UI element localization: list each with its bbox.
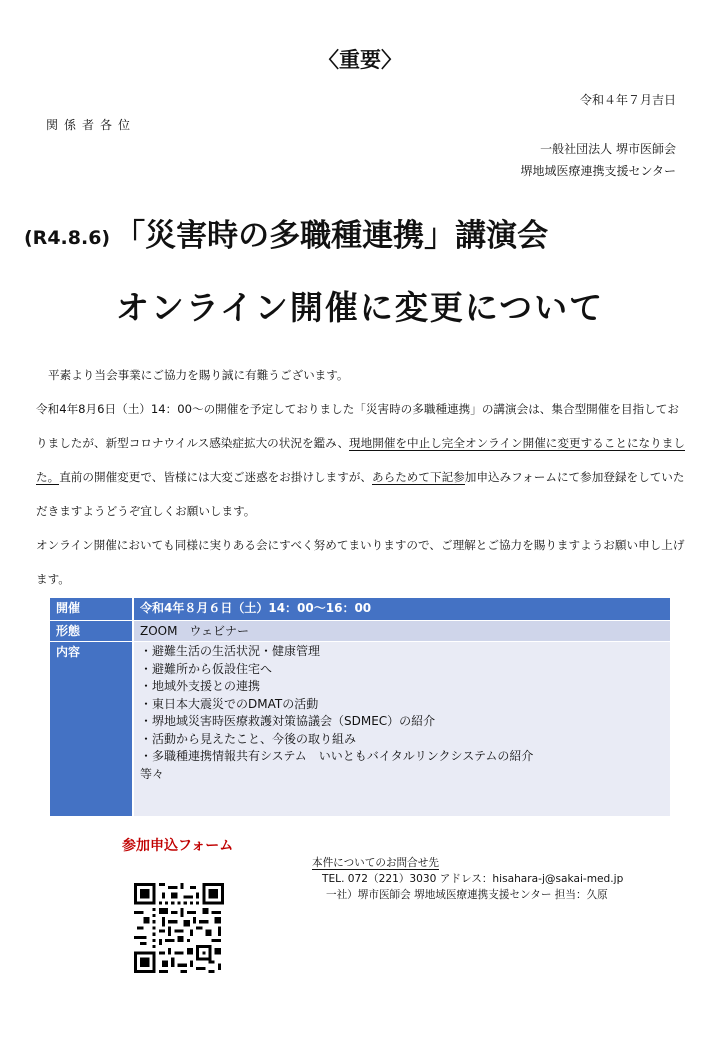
held-label: 開催 xyxy=(50,598,133,621)
p1-underline-2: あらためて下記参 xyxy=(372,470,465,484)
important-heading: 〈重要〉 xyxy=(318,48,402,72)
format-value: ZOOM ウェビナー xyxy=(133,621,670,642)
p1-part2: 直前の開催変更で、皆様には大変ご迷惑をお掛けしますが、 xyxy=(59,470,373,484)
sender-org: 一般社団法人 堺市医師会 xyxy=(540,142,676,156)
body-text xyxy=(36,358,686,596)
content-item: ・地域外支援との連携 xyxy=(140,679,261,693)
title-line-1 xyxy=(24,210,548,255)
contact-heading: 本件についてのお問合せ先 xyxy=(312,857,439,869)
row-content xyxy=(50,642,670,817)
signup-form-label: 参加申込フォーム xyxy=(122,838,234,854)
content-item: ・活動から見えたこと、今後の取り組み xyxy=(140,731,357,746)
content-item: ・避難生活の生活状況・健康管理 xyxy=(140,644,321,658)
sender-center: 堺地域医療連携支援センター xyxy=(520,164,676,178)
content-item: ・避難所から仮設住宅へ xyxy=(140,661,273,676)
title-line-2: オンライン開催に変更について xyxy=(115,288,605,327)
contact-org: 一社）堺市医師会 堺地域医療連携支援センター 担当：久原 xyxy=(326,889,608,901)
content-item: 等々 xyxy=(140,766,165,781)
issue-date: 令和４年７月吉日 xyxy=(579,93,676,107)
p1-part3: 加申込みフォームにて参加登録をしていただきますようどうぞ宜しくお願いします。 xyxy=(36,470,685,518)
addressee: 関係者各位 xyxy=(46,118,137,132)
row-held xyxy=(50,598,670,621)
content-item: ・東日本大震災でのDMATの活動 xyxy=(140,696,319,711)
title-date-prefix: (R4.8.6) xyxy=(24,227,111,249)
p1-underline-1: 現地開催を中止し完全オンライン開催に変更することになりました。 xyxy=(36,436,685,484)
format-label: 形態 xyxy=(50,621,133,642)
sender-block xyxy=(520,138,676,182)
signup-qr-code-icon[interactable] xyxy=(134,880,224,976)
content-item: ・多職種連携情報共有システム いいともバイタルリンクシステムの紹介 xyxy=(140,749,534,763)
contact-tel-email: TEL. 072（221）3030 アドレス：hisahara-j@sakai-med.jp xyxy=(322,873,624,885)
row-format xyxy=(50,621,670,642)
event-info-table xyxy=(50,598,670,816)
paragraph-1 xyxy=(36,392,686,528)
held-value: 令和4年８月６日（土）14：00～16：00 xyxy=(133,598,670,621)
content-label: 内容 xyxy=(50,642,133,817)
content-value xyxy=(133,642,670,817)
content-item: ・堺地域災害時医療救護対策協議会（SDMEC）の紹介 xyxy=(140,714,436,728)
greeting: 平素より当会事業にご協力を賜り誠に有難うございます。 xyxy=(48,368,349,382)
p1-part1: 令和4年8月6日（土）14：00～の開催を予定しておりました「災害時の多職種連携」の講演会は、集合型開催を目指しておりましたが、新型コロナウイルス感染症拡大の状況を鑑み、 xyxy=(36,402,679,450)
title-text-1: 「災害時の多職種連携」講演会 xyxy=(114,218,549,254)
contact-block xyxy=(312,855,623,903)
paragraph-2: オンライン開催においても同様に実りある会にすべく努めてまいりますので、ご理解とご協力を賜りますようお願い申し上げます。 xyxy=(36,538,685,586)
